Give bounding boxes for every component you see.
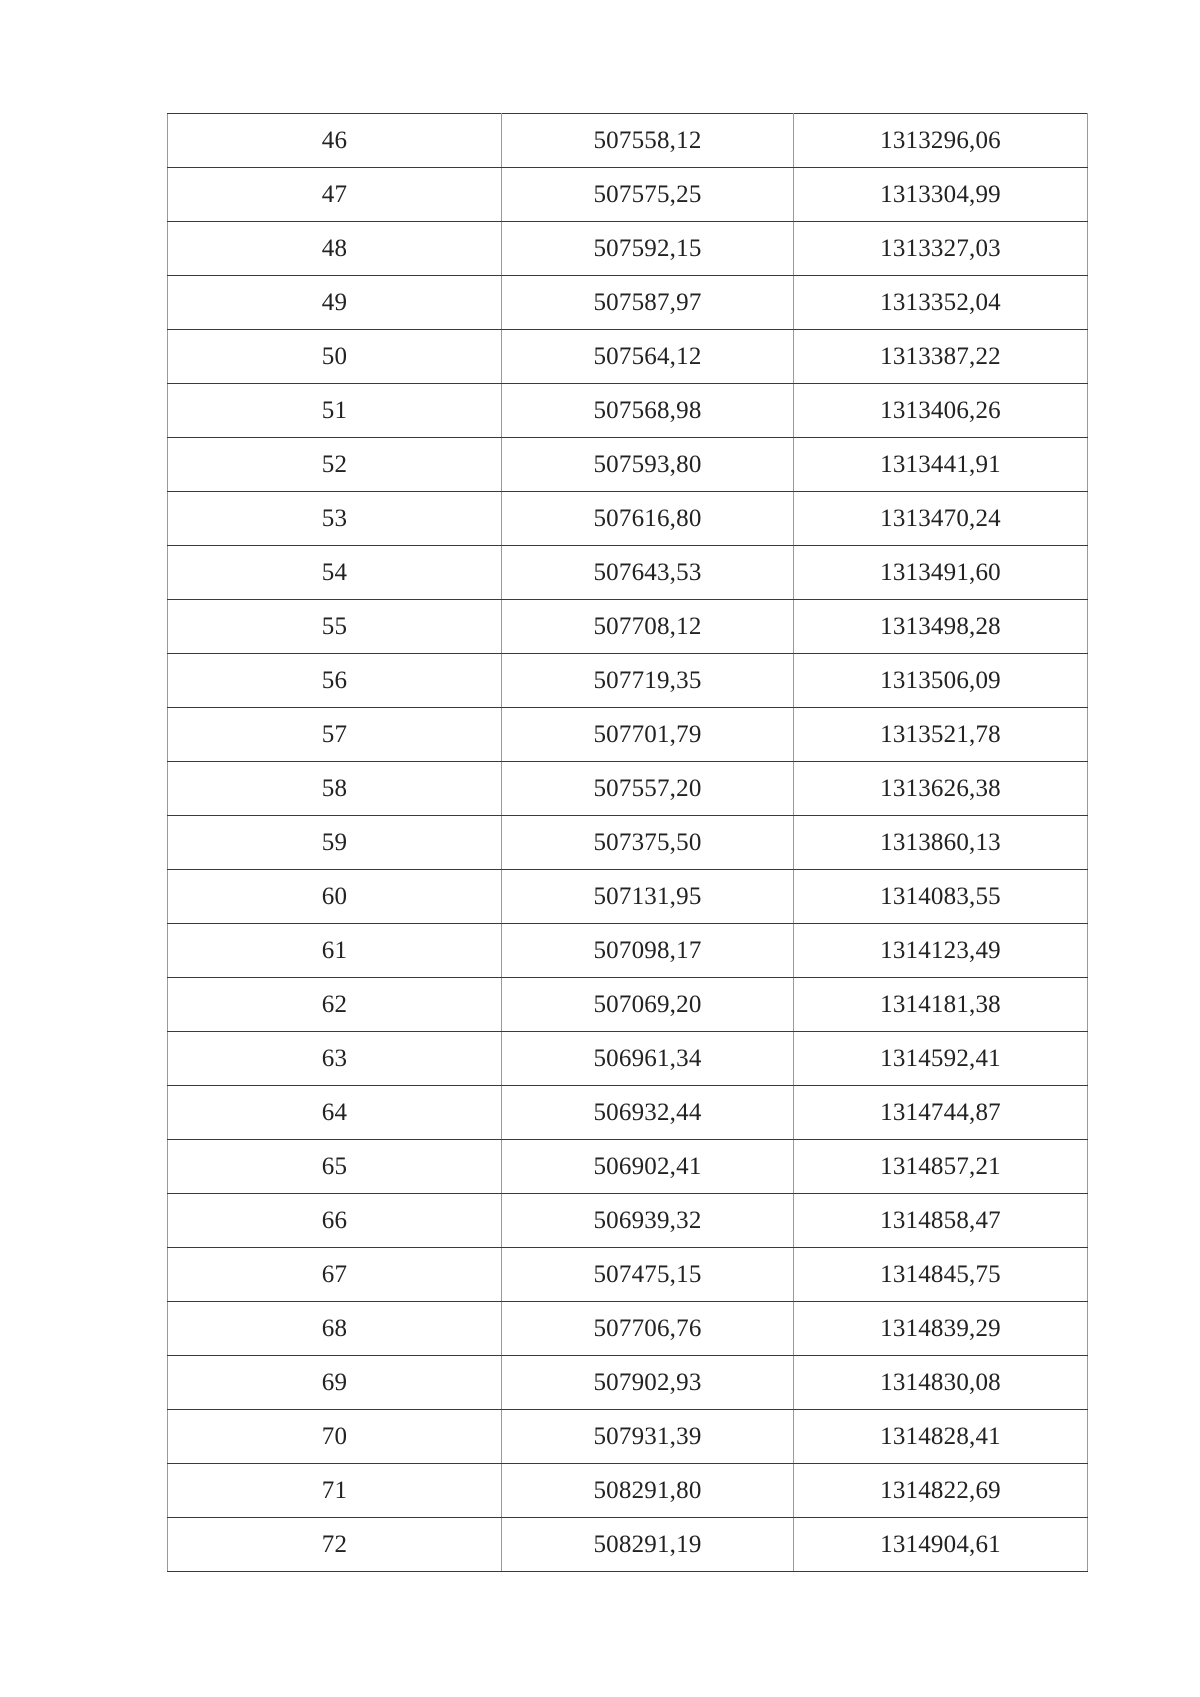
x-coordinate-cell: 508291,80 [502, 1464, 794, 1518]
table-row [168, 276, 1088, 330]
x-coordinate-cell: 507719,35 [502, 654, 794, 708]
y-coordinate-cell: 1314822,69 [794, 1464, 1088, 1518]
y-coordinate-cell: 1314830,08 [794, 1356, 1088, 1410]
y-coordinate-cell: 1313470,24 [794, 492, 1088, 546]
x-coordinate-cell: 507098,17 [502, 924, 794, 978]
table-row [168, 978, 1088, 1032]
table-row [168, 1140, 1088, 1194]
point-number-cell: 71 [168, 1464, 502, 1518]
y-coordinate-cell: 1314858,47 [794, 1194, 1088, 1248]
y-coordinate-cell: 1314857,21 [794, 1140, 1088, 1194]
y-coordinate-cell: 1313506,09 [794, 654, 1088, 708]
table-row [168, 492, 1088, 546]
table-row [168, 222, 1088, 276]
point-number-cell: 72 [168, 1518, 502, 1572]
point-number-cell: 67 [168, 1248, 502, 1302]
point-number-cell: 70 [168, 1410, 502, 1464]
point-number-cell: 50 [168, 330, 502, 384]
x-coordinate-cell: 506932,44 [502, 1086, 794, 1140]
table-row [168, 546, 1088, 600]
table-row [168, 1356, 1088, 1410]
y-coordinate-cell: 1314181,38 [794, 978, 1088, 1032]
x-coordinate-cell: 507593,80 [502, 438, 794, 492]
table-row [168, 870, 1088, 924]
table-row [168, 816, 1088, 870]
point-number-cell: 58 [168, 762, 502, 816]
table-row [168, 1248, 1088, 1302]
y-coordinate-cell: 1314083,55 [794, 870, 1088, 924]
table-row [168, 1302, 1088, 1356]
table-row [168, 384, 1088, 438]
y-coordinate-cell: 1313327,03 [794, 222, 1088, 276]
point-number-cell: 65 [168, 1140, 502, 1194]
y-coordinate-cell: 1313441,91 [794, 438, 1088, 492]
table-row [168, 330, 1088, 384]
point-number-cell: 48 [168, 222, 502, 276]
x-coordinate-cell: 507564,12 [502, 330, 794, 384]
point-number-cell: 62 [168, 978, 502, 1032]
point-number-cell: 59 [168, 816, 502, 870]
x-coordinate-cell: 507568,98 [502, 384, 794, 438]
point-number-cell: 63 [168, 1032, 502, 1086]
x-coordinate-cell: 507643,53 [502, 546, 794, 600]
point-number-cell: 57 [168, 708, 502, 762]
x-coordinate-cell: 507706,76 [502, 1302, 794, 1356]
table-row [168, 168, 1088, 222]
x-coordinate-cell: 507557,20 [502, 762, 794, 816]
y-coordinate-cell: 1314592,41 [794, 1032, 1088, 1086]
y-coordinate-cell: 1313304,99 [794, 168, 1088, 222]
table-row [168, 1194, 1088, 1248]
x-coordinate-cell: 507475,15 [502, 1248, 794, 1302]
point-number-cell: 64 [168, 1086, 502, 1140]
point-number-cell: 47 [168, 168, 502, 222]
table-row [168, 1410, 1088, 1464]
y-coordinate-cell: 1314839,29 [794, 1302, 1088, 1356]
x-coordinate-cell: 507592,15 [502, 222, 794, 276]
x-coordinate-cell: 506902,41 [502, 1140, 794, 1194]
y-coordinate-cell: 1313352,04 [794, 276, 1088, 330]
y-coordinate-cell: 1313296,06 [794, 114, 1088, 168]
x-coordinate-cell: 507701,79 [502, 708, 794, 762]
x-coordinate-cell: 506939,32 [502, 1194, 794, 1248]
table-row [168, 924, 1088, 978]
point-number-cell: 49 [168, 276, 502, 330]
table-row [168, 1464, 1088, 1518]
point-number-cell: 61 [168, 924, 502, 978]
y-coordinate-cell: 1314845,75 [794, 1248, 1088, 1302]
y-coordinate-cell: 1314828,41 [794, 1410, 1088, 1464]
table-row [168, 1086, 1088, 1140]
x-coordinate-cell: 507575,25 [502, 168, 794, 222]
table-row [168, 114, 1088, 168]
table-row [168, 762, 1088, 816]
table-row [168, 1032, 1088, 1086]
y-coordinate-cell: 1313406,26 [794, 384, 1088, 438]
point-number-cell: 69 [168, 1356, 502, 1410]
point-number-cell: 52 [168, 438, 502, 492]
x-coordinate-cell: 508291,19 [502, 1518, 794, 1572]
y-coordinate-cell: 1313626,38 [794, 762, 1088, 816]
table-row [168, 438, 1088, 492]
coordinates-table-body [168, 114, 1088, 1572]
x-coordinate-cell: 507616,80 [502, 492, 794, 546]
x-coordinate-cell: 507375,50 [502, 816, 794, 870]
table-row [168, 600, 1088, 654]
x-coordinate-cell: 507587,97 [502, 276, 794, 330]
coordinates-table [167, 113, 1088, 1572]
point-number-cell: 46 [168, 114, 502, 168]
y-coordinate-cell: 1314744,87 [794, 1086, 1088, 1140]
y-coordinate-cell: 1313498,28 [794, 600, 1088, 654]
point-number-cell: 66 [168, 1194, 502, 1248]
x-coordinate-cell: 507931,39 [502, 1410, 794, 1464]
point-number-cell: 54 [168, 546, 502, 600]
x-coordinate-cell: 507902,93 [502, 1356, 794, 1410]
x-coordinate-cell: 507708,12 [502, 600, 794, 654]
x-coordinate-cell: 507558,12 [502, 114, 794, 168]
table-row [168, 1518, 1088, 1572]
x-coordinate-cell: 507131,95 [502, 870, 794, 924]
point-number-cell: 53 [168, 492, 502, 546]
y-coordinate-cell: 1314123,49 [794, 924, 1088, 978]
point-number-cell: 55 [168, 600, 502, 654]
y-coordinate-cell: 1313521,78 [794, 708, 1088, 762]
x-coordinate-cell: 506961,34 [502, 1032, 794, 1086]
point-number-cell: 60 [168, 870, 502, 924]
y-coordinate-cell: 1313491,60 [794, 546, 1088, 600]
table-row [168, 654, 1088, 708]
point-number-cell: 56 [168, 654, 502, 708]
y-coordinate-cell: 1314904,61 [794, 1518, 1088, 1572]
table-row [168, 708, 1088, 762]
x-coordinate-cell: 507069,20 [502, 978, 794, 1032]
point-number-cell: 51 [168, 384, 502, 438]
point-number-cell: 68 [168, 1302, 502, 1356]
y-coordinate-cell: 1313860,13 [794, 816, 1088, 870]
y-coordinate-cell: 1313387,22 [794, 330, 1088, 384]
